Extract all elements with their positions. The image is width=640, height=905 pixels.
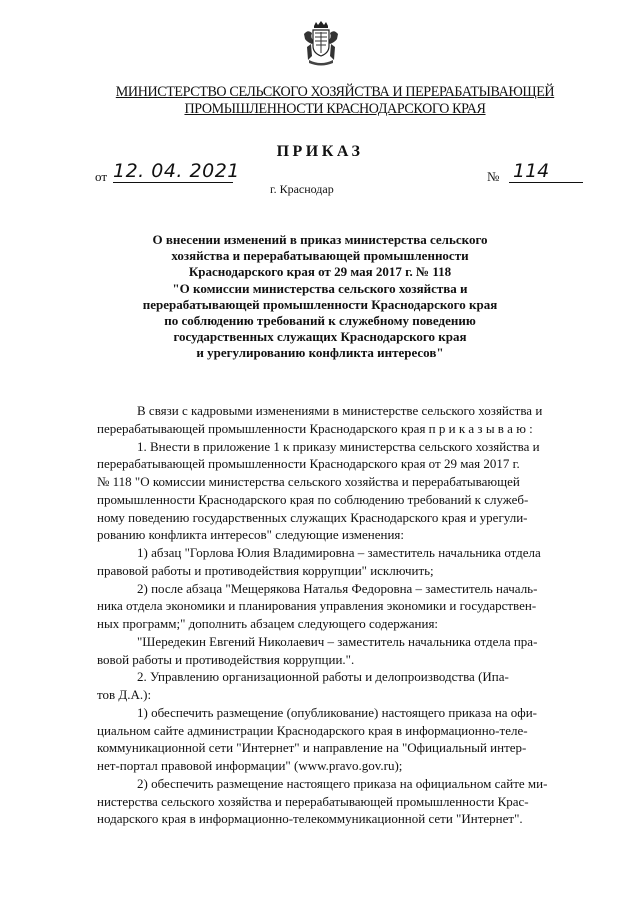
heading-line: и урегулированию конфликта интересов": [196, 345, 444, 361]
body-line: циальном сайте администрации Краснодарского края в информационно-теле-: [97, 722, 528, 738]
number-prefix: №: [487, 169, 500, 184]
body-line: 2. Управлению организационной работы и делопроизводства (Ипа-: [137, 669, 509, 685]
order-number: 114: [509, 160, 583, 183]
body-line: "Шередекин Евгений Николаевич – заместитель начальника отдела пра-: [137, 633, 538, 649]
body-line: рованию конфликта интересов" следующие изменения:: [97, 527, 405, 543]
body-line: ных программ;" дополнить абзацем следующего содержания:: [97, 616, 439, 631]
ministry-name-line1: МИНИСТЕРСТВО СЕЛЬСКОГО ХОЗЯЙСТВА И ПЕРЕРАБАТЫВАЮЩЕЙ: [115, 84, 555, 100]
order-title: ПРИКАЗ: [276, 143, 364, 160]
body-line: ному поведению государственных служащих Краснодарского края и урегули-: [97, 509, 528, 525]
heading-line: Краснодарского края от 29 мая 2017 г. № 118: [188, 264, 452, 280]
body-line: перерабатывающей промышленности Краснодарского края от 29 мая 2017 г.: [97, 456, 520, 472]
order-body: [97, 402, 619, 828]
heading-line: О внесении изменений в приказ министерства сельского: [152, 232, 488, 247]
body-line: нистерства сельского хозяйства и перерабатывающей промышленности Крас-: [97, 793, 529, 809]
heading-line: государственных служащих Краснодарского края: [173, 329, 467, 345]
body-line: коммуникационной сети "Интернет" и направление на "Официальный интер-: [97, 740, 527, 756]
body-line: № 118 "О комиссии министерства сельского хозяйства и перерабатывающей: [97, 474, 520, 489]
body-line: вовой работы и противодействия коррупции.".: [97, 651, 355, 667]
heading-line: хозяйства и перерабатывающей промышленности: [171, 248, 469, 264]
heading-line: "О комиссии министерства сельского хозяйства и: [172, 280, 468, 296]
body-line: нодарского края в информационно-телекоммуникационной сети "Интернет".: [97, 811, 523, 827]
body-line: нет-портал правовой информации" (www.pravo.gov.ru);: [97, 758, 403, 773]
ministry-name-line2: ПРОМЫШЛЕННОСТИ КРАСНОДАРСКОГО КРАЯ: [184, 101, 486, 117]
body-line: 1) абзац "Горлова Юлия Владимировна – заместитель начальника отдела: [137, 545, 541, 560]
order-date: 12. 04. 2021: [113, 160, 240, 182]
body-line: 2) после абзаца "Мещерякова Наталья Федоровна – заместитель началь-: [137, 580, 538, 596]
body-line: ника отдела экономики и планирования управления экономики и государствен-: [97, 598, 537, 614]
body-line: 1) обеспечить размещение (опубликование) настоящего приказа на офи-: [137, 704, 538, 720]
body-line: 1. Внести в приложение 1 к приказу министерства сельского хозяйства и: [137, 438, 540, 454]
ministry-name: [78, 84, 592, 118]
date-prefix: от: [95, 169, 108, 184]
body-line: тов Д.А.):: [97, 687, 152, 702]
body-line: 2) обеспечить размещение настоящего приказа на официальном сайте ми-: [137, 775, 548, 791]
heading-line: перерабатывающей промышленности Краснодарского края: [142, 296, 498, 312]
body-line: правовой работы и противодействия коррупции" исключить;: [97, 562, 434, 578]
order-heading: [100, 232, 540, 362]
body-line: В связи с кадровыми изменениями в министерстве сельского хозяйства и: [137, 403, 543, 418]
body-line: промышленности Краснодарского края по соблюдению требований к служеб-: [97, 491, 529, 507]
heading-line: по соблюдению требований к служебному поведению: [164, 313, 476, 329]
city-name: г. Краснодар: [270, 182, 334, 196]
body-line: перерабатывающей промышленности Краснодарского края п р и к а з ы в а ю :: [97, 420, 533, 436]
coat-of-arms-icon: [302, 20, 340, 68]
